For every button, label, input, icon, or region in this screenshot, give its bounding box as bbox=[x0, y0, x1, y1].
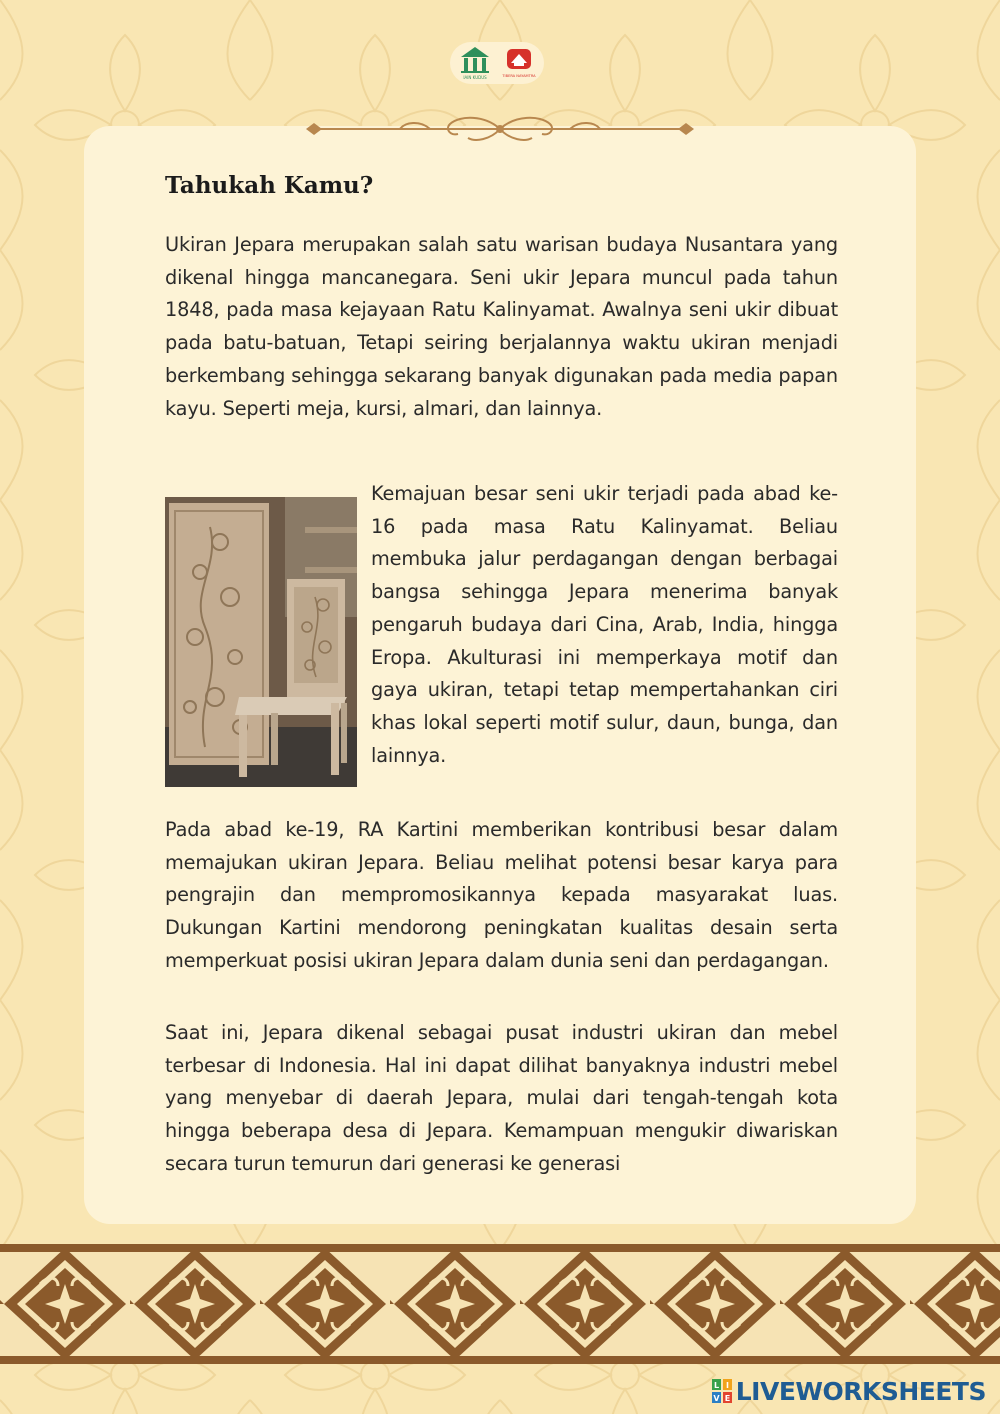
university-logo-caption: IAIN KUDUS bbox=[463, 75, 487, 80]
paragraph-kartini: Pada abad ke-19, RA Kartini memberikan kontribusi besar dalam memajukan ukiran Jepara. Beliau melihat potensi besar karya para pengrajin dan mempromosikannya kepada masyarakat luas. Dukungan Kartini mendorong peningkatan kualitas desain serta memperkuat posisi ukiran Jepara dalam dunia seni dan perdagangan. bbox=[165, 818, 838, 972]
ornament-divider-icon bbox=[300, 112, 700, 146]
liveworksheets-brand-text[interactable]: LIVEWORKSHEETS bbox=[735, 1376, 986, 1406]
university-logo-icon bbox=[458, 45, 492, 81]
liveworksheets-grid-icon bbox=[712, 1379, 732, 1403]
batik-border-band bbox=[0, 1244, 1000, 1364]
grid-letter-v: V bbox=[713, 1394, 720, 1403]
paragraph-today: Saat ini, Jepara dikenal sebagai pusat industri ukiran dan mebel terbesar di Indonesia. Hal ini dapat dilihat banyaknya industri mebel yang menyebar di daerah Jepara, mulai dari tengah-tengah kota hingga beberapa desa di Jepara. Kemampuan mengukir diwariskan secara turun temurun dari generasi ke generasi bbox=[165, 1021, 838, 1175]
grid-letter-e: E bbox=[724, 1394, 730, 1403]
grid-letter-l: L bbox=[713, 1381, 719, 1390]
header-logos bbox=[450, 42, 544, 84]
carved-furniture-photo bbox=[165, 497, 357, 787]
paragraph-intro: Ukiran Jepara merupakan salah satu warisan budaya Nusantara yang dikenal hingga mancanegara. Seni ukir Jepara muncul pada tahun 1848, pada masa kejayaan Ratu Kalinyamat. Awalnya seni ukir dibuat pada batu-batuan, Tetapi seiring berjalannya waktu ukiran menjadi berkembang sehingga sekarang banyak digunakan pada media papan kayu. Seperti meja, kursi, almari, dan lainnya. bbox=[165, 233, 838, 420]
partner-logo-icon bbox=[502, 45, 536, 81]
paragraph-kalinyamat: Kemajuan besar seni ukir terjadi pada abad ke-16 pada masa Ratu Kalinyamat. Beliau membuka jalur perdagangan dengan berbagai bangsa sehingga Jepara menerima banyak pengaruh budaya dari Cina, Arab, India, hingga Eropa. Akulturasi ini memperkaya motif dan gaya ukiran, tetapi tetap mempertahankan ciri khas lokal seperti motif sulur, daun, bunga, dan lainnya. bbox=[371, 482, 838, 767]
grid-letter-i: I bbox=[725, 1381, 729, 1390]
article-title: Tahukah Kamu? bbox=[165, 172, 374, 199]
liveworksheets-logo bbox=[712, 1374, 986, 1408]
partner-logo-caption: TIBERA NAYAMTRA bbox=[502, 74, 536, 78]
